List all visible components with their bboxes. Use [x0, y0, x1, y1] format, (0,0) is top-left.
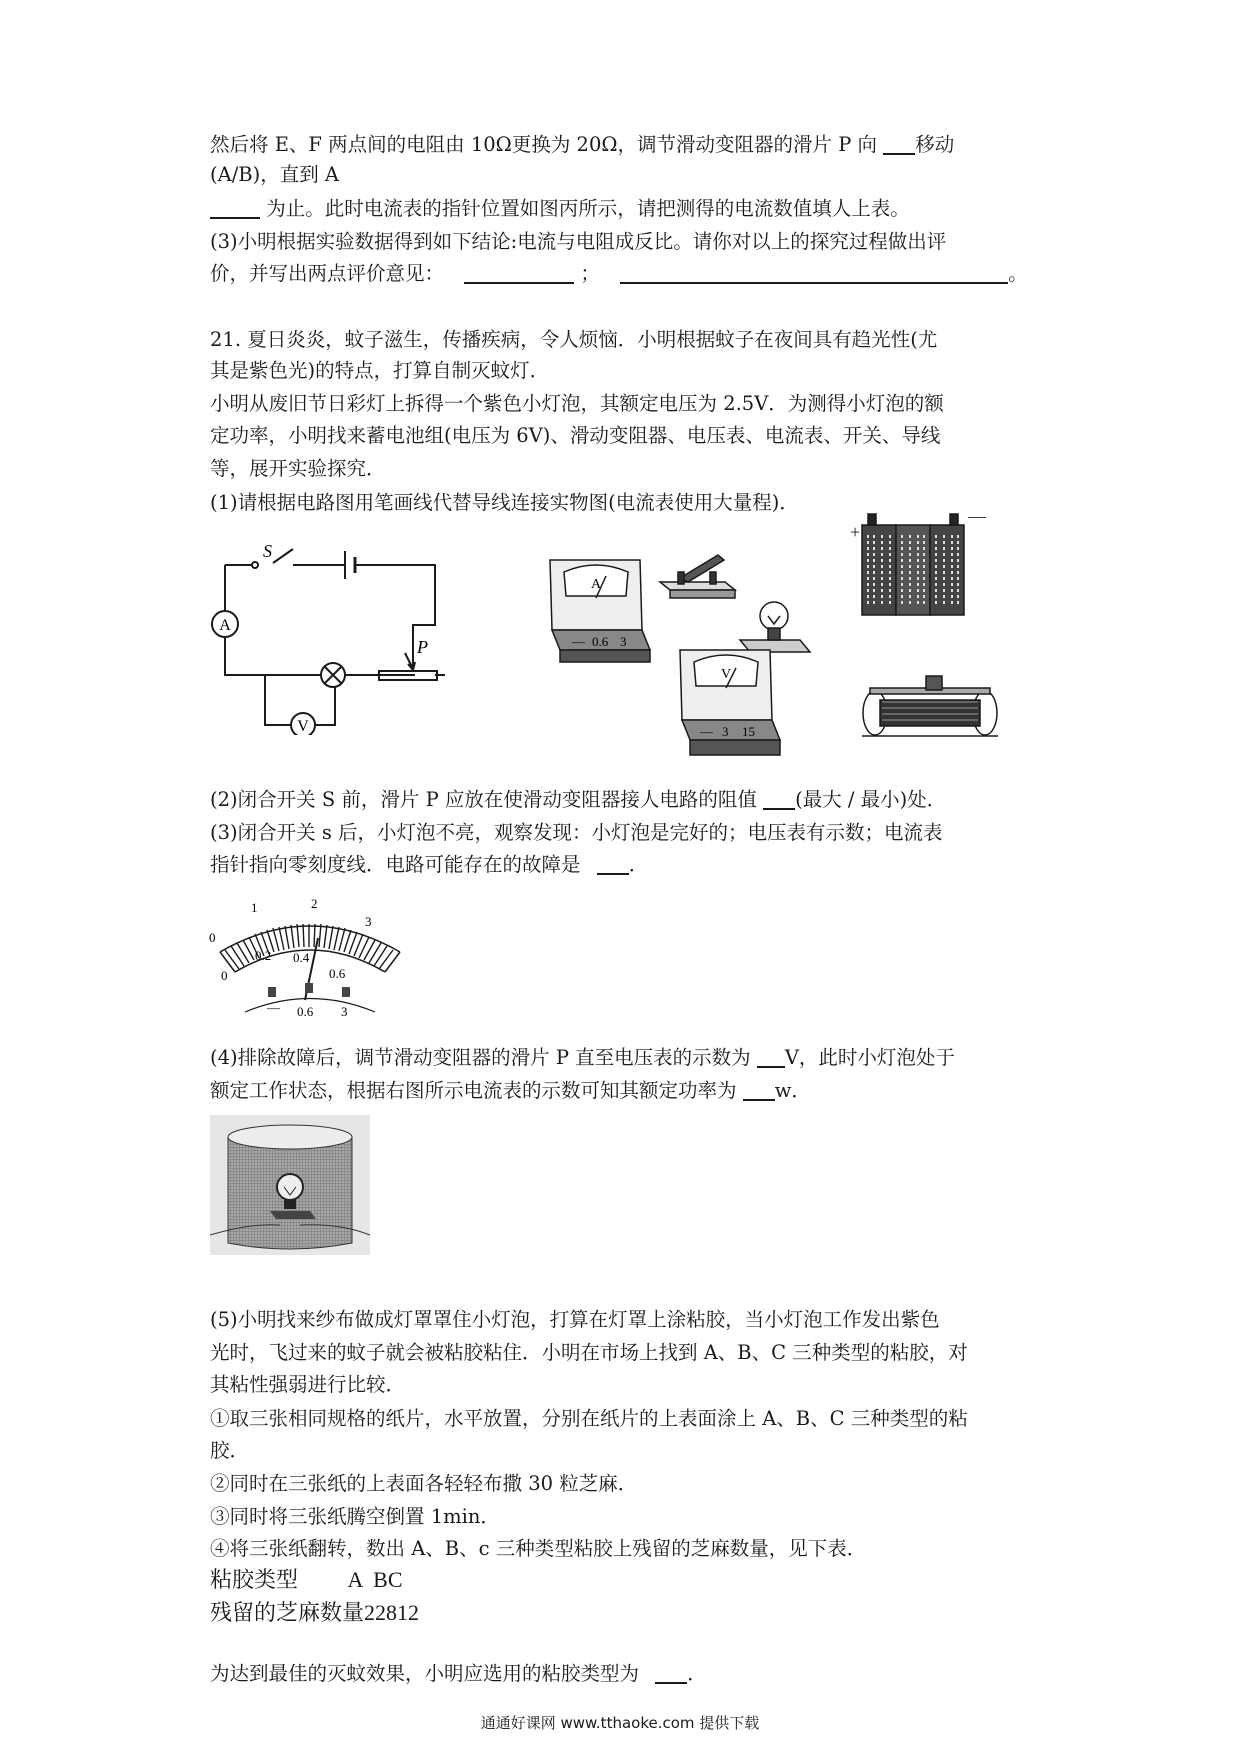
text-line: 等，展开实验探究． — [210, 457, 386, 480]
text-line: 胶． — [210, 1439, 250, 1462]
text-line: 光时，飞过来的蚊子就会被粘胶粘住．小明在市场上找到 A、B、C 三种类型的粘胶，对 — [210, 1341, 968, 1364]
voltmeter-device — [680, 650, 780, 755]
ammeter-label: A — [219, 617, 231, 634]
text-line: (1)请根据电路图用笔画线代替导线连接实物图(电流表使用大量程)． — [210, 491, 799, 514]
text-line: ④将三张纸翻转，数出 A、B、c 三种类型粘胶上残留的芝麻数量，见下表． — [210, 1537, 867, 1560]
ammeter-terminal: 3 — [620, 634, 627, 649]
mosquito-lamp-figure — [210, 1115, 370, 1255]
scale-outer-tick: 0 — [209, 930, 216, 945]
text-line: (3)闭合开关 s 后，小灯泡不亮，观察发现：小灯泡是完好的；电压表有示数；电流表 — [210, 821, 943, 844]
ammeter-terminal: — — [572, 634, 585, 649]
text-line: 价，并写出两点评价意见： ； 。 — [210, 262, 1028, 285]
text-line: 定功率，小明找来蓄电池组(电压为 6V)、滑动变阻器、电压表、电流表、开关、导线 — [210, 424, 941, 447]
text-line: ②同时在三张纸的上表面各轻轻布撒 30 粒芝麻． — [210, 1472, 638, 1495]
battery-pack — [862, 514, 964, 615]
answer-blank[interactable] — [597, 853, 629, 875]
text-line: (A/B)，直到 A — [210, 163, 339, 186]
text-line: 然后将 E、F 两点间的电阻由 10Ω更换为 20Ω，调节滑动变阻器的滑片 P 向 移动 — [210, 133, 955, 156]
voltmeter-face-label: V — [720, 667, 732, 682]
scale-inner-tick: 0.4 — [293, 950, 310, 965]
voltmeter-terminal: 15 — [742, 724, 755, 739]
text-line: 小明从废旧节日彩灯上拆得一个紫色小灯泡，其额定电压为 2.5V．为测得小灯泡的额 — [210, 392, 944, 415]
voltmeter-label: V — [297, 718, 309, 735]
page-footer: 通通好课网 www.tthaoke.com 提供下载 — [480, 1714, 760, 1732]
ammeter-terminal: 0.6 — [592, 634, 609, 649]
battery-minus-label: — — [968, 506, 986, 526]
text-line: (3)小明根据实验数据得到如下结论:电流与电阻成反比。请你对以上的探究过程做出评 — [210, 230, 947, 253]
table-header-row: 粘胶类型 A BC — [210, 1567, 403, 1592]
text-line: 额定工作状态，根据右图所示电流表的示数可知其额定功率为 w． — [210, 1079, 811, 1102]
text-line: (5)小明找来纱布做成灯罩罩住小灯泡，打算在灯罩上涂粘胶，当小灯泡工作发出紫色 — [210, 1308, 940, 1331]
ammeter-scale-figure — [205, 890, 425, 1020]
scale-outer-tick: 2 — [311, 896, 318, 911]
text-line: 其是紫色光)的特点，打算自制灭蚊灯． — [210, 359, 550, 382]
scale-terminal: 0.6 — [297, 1004, 314, 1019]
answer-blank[interactable] — [464, 262, 574, 284]
answer-blank[interactable] — [883, 133, 915, 155]
knife-switch — [660, 555, 735, 598]
voltmeter-terminal: — — [700, 724, 713, 739]
table-data-row: 残留的芝麻数量22812 — [210, 1600, 420, 1625]
scale-inner-tick: 0 — [221, 968, 228, 983]
slider-label: P — [417, 637, 428, 657]
answer-blank[interactable] — [763, 788, 795, 810]
answer-blank[interactable] — [655, 1662, 687, 1684]
text-line: 指针指向零刻度线．电路可能存在的故障是 ． — [210, 853, 649, 876]
switch-label: S — [263, 541, 272, 561]
answer-blank[interactable] — [210, 197, 260, 219]
voltmeter-terminal: 3 — [722, 724, 729, 739]
scale-terminal: 3 — [341, 1004, 348, 1019]
answer-blank[interactable] — [620, 262, 1008, 284]
ammeter-face-label: A — [590, 577, 602, 592]
bulb-stand — [740, 602, 810, 652]
text-line: ①取三张相同规格的纸片，水平放置，分别在纸片的上表面涂上 A、B、C 三种类型的粘 — [210, 1407, 968, 1430]
battery-plus-label: + — [850, 522, 861, 542]
question-21: 21. 夏日炎炎，蚊子滋生，传播疾病，令人烦恼．小明根据蚊子在夜间具有趋光性(尤 — [210, 328, 938, 351]
answer-blank[interactable] — [743, 1079, 775, 1101]
text-line: (2)闭合开关 S 前，滑片 P 应放在使滑动变阻器接人电路的阻值 (最大 / 最小)处． — [210, 788, 947, 811]
text-line: (4)排除故障后，调节滑动变阻器的滑片 P 直至电压表的示数为 V，此时小灯泡处于 — [210, 1046, 955, 1069]
text-line: 为达到最佳的灭蚊效果，小明应选用的粘胶类型为 ． — [210, 1662, 707, 1685]
scale-terminal: — — [267, 1000, 280, 1015]
text-line: ③同时将三张纸腾空倒置 1min． — [210, 1505, 500, 1528]
scale-outer-tick: 3 — [365, 914, 372, 929]
answer-blank[interactable] — [757, 1046, 785, 1068]
scale-inner-tick: 0.6 — [329, 966, 346, 981]
scale-outer-tick: 1 — [251, 900, 258, 915]
text-line: 其粘性强弱进行比较． — [210, 1373, 406, 1396]
slide-rheostat — [862, 676, 998, 736]
apparatus-figure — [530, 500, 1010, 780]
circuit-diagram — [205, 535, 445, 735]
text-line: 为止。此时电流表的指针位置如图丙所示，请把测得的电流数值填人上表。 — [210, 195, 910, 223]
scale-inner-tick: 0.2 — [255, 948, 272, 963]
